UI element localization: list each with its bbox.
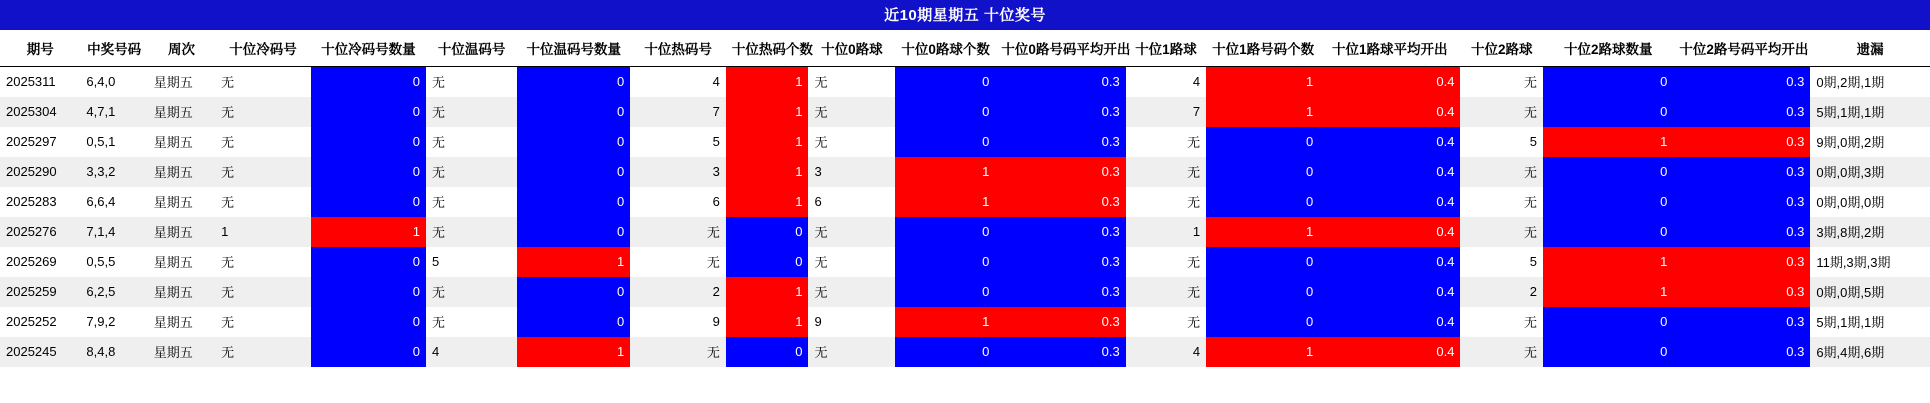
cell-cold-number: 无 <box>215 127 311 157</box>
col-header-hot-number: 十位热码号 <box>630 31 726 67</box>
cell-route1-count: 0 <box>1206 307 1319 337</box>
cell-warm-count: 1 <box>517 247 630 277</box>
cell-route0-ball: 无 <box>808 277 895 307</box>
cell-route0-count: 1 <box>895 307 995 337</box>
cell-route2-average: 0.3 <box>1673 67 1810 98</box>
table-row <box>0 217 1930 247</box>
cell-route1-ball: 无 <box>1126 127 1206 157</box>
table-row <box>0 187 1930 217</box>
cell-period: 2025311 <box>0 67 80 98</box>
cell-route0-average: 0.3 <box>995 187 1125 217</box>
cell-hot-number: 2 <box>630 277 726 307</box>
table-row <box>0 307 1930 337</box>
cell-route2-average: 0.3 <box>1673 157 1810 187</box>
cell-warm-count: 0 <box>517 187 630 217</box>
cell-period: 2025252 <box>0 307 80 337</box>
cell-route0-average: 0.3 <box>995 67 1125 98</box>
cell-hot-count: 1 <box>726 307 809 337</box>
cell-route1-average: 0.4 <box>1319 277 1460 307</box>
cell-route2-ball: 无 <box>1460 217 1543 247</box>
cell-warm-number: 无 <box>426 187 517 217</box>
cell-warm-number: 5 <box>426 247 517 277</box>
cell-route2-average: 0.3 <box>1673 277 1810 307</box>
cell-miss: 0期,0期,5期 <box>1810 277 1930 307</box>
cell-hot-count: 1 <box>726 157 809 187</box>
cell-warm-count: 1 <box>517 337 630 367</box>
table-row <box>0 277 1930 307</box>
cell-route0-ball: 无 <box>808 67 895 98</box>
cell-period: 2025259 <box>0 277 80 307</box>
cell-period: 2025304 <box>0 97 80 127</box>
cell-route0-average: 0.3 <box>995 97 1125 127</box>
cell-cold-count: 0 <box>311 247 426 277</box>
cell-route1-ball: 无 <box>1126 187 1206 217</box>
cell-hot-count: 0 <box>726 337 809 367</box>
table-row <box>0 247 1930 277</box>
cell-hot-count: 1 <box>726 187 809 217</box>
col-header-miss: 遗漏 <box>1810 31 1930 67</box>
cell-route1-ball: 无 <box>1126 307 1206 337</box>
cell-winning-numbers: 4,7,1 <box>80 97 147 127</box>
cell-period: 2025297 <box>0 127 80 157</box>
cell-cold-number: 无 <box>215 97 311 127</box>
cell-winning-numbers: 7,9,2 <box>80 307 147 337</box>
cell-route0-count: 0 <box>895 277 995 307</box>
cell-cold-number: 无 <box>215 247 311 277</box>
cell-hot-count: 0 <box>726 247 809 277</box>
cell-route2-average: 0.3 <box>1673 337 1810 367</box>
cell-route1-count: 0 <box>1206 247 1319 277</box>
table-row <box>0 157 1930 187</box>
col-header-route2-average: 十位2路号码平均开出 <box>1673 31 1810 67</box>
cell-cold-count: 0 <box>311 187 426 217</box>
cell-period: 2025283 <box>0 187 80 217</box>
cell-route0-ball: 无 <box>808 337 895 367</box>
cell-route1-ball: 无 <box>1126 277 1206 307</box>
col-header-route2-ball: 十位2路球 <box>1460 31 1543 67</box>
cell-winning-numbers: 0,5,5 <box>80 247 147 277</box>
cell-hot-count: 1 <box>726 97 809 127</box>
col-header-hot-count: 十位热码个数 <box>726 31 809 67</box>
cell-route1-average: 0.4 <box>1319 97 1460 127</box>
cell-warm-count: 0 <box>517 127 630 157</box>
cell-route1-average: 0.4 <box>1319 217 1460 247</box>
cell-warm-number: 无 <box>426 277 517 307</box>
cell-route0-average: 0.3 <box>995 127 1125 157</box>
cell-route2-average: 0.3 <box>1673 217 1810 247</box>
cell-period: 2025290 <box>0 157 80 187</box>
cell-period: 2025269 <box>0 247 80 277</box>
cell-warm-count: 0 <box>517 97 630 127</box>
cell-weekday: 星期五 <box>148 67 215 98</box>
col-header-cold-count: 十位冷码号数量 <box>311 31 426 67</box>
lottery-stats-table <box>0 31 1930 367</box>
cell-hot-count: 0 <box>726 217 809 247</box>
cell-route2-average: 0.3 <box>1673 307 1810 337</box>
cell-route1-average: 0.4 <box>1319 157 1460 187</box>
cell-miss: 0期,0期,0期 <box>1810 187 1930 217</box>
cell-hot-number: 9 <box>630 307 726 337</box>
cell-route1-average: 0.4 <box>1319 247 1460 277</box>
cell-winning-numbers: 8,4,8 <box>80 337 147 367</box>
cell-miss: 6期,4期,6期 <box>1810 337 1930 367</box>
cell-route2-count: 0 <box>1543 337 1673 367</box>
cell-route2-count: 0 <box>1543 67 1673 98</box>
cell-route0-average: 0.3 <box>995 307 1125 337</box>
cell-route1-count: 0 <box>1206 157 1319 187</box>
cell-weekday: 星期五 <box>148 187 215 217</box>
cell-miss: 0期,2期,1期 <box>1810 67 1930 98</box>
table-row <box>0 97 1930 127</box>
cell-route2-ball: 无 <box>1460 67 1543 98</box>
col-header-route0-count: 十位0路球个数 <box>895 31 995 67</box>
cell-route0-average: 0.3 <box>995 157 1125 187</box>
cell-warm-number: 4 <box>426 337 517 367</box>
cell-route1-ball: 无 <box>1126 247 1206 277</box>
cell-route2-average: 0.3 <box>1673 127 1810 157</box>
cell-route0-count: 0 <box>895 247 995 277</box>
cell-period: 2025276 <box>0 217 80 247</box>
cell-warm-number: 无 <box>426 157 517 187</box>
cell-route0-count: 0 <box>895 97 995 127</box>
cell-hot-count: 1 <box>726 127 809 157</box>
table-row <box>0 337 1930 367</box>
cell-weekday: 星期五 <box>148 217 215 247</box>
cell-weekday: 星期五 <box>148 127 215 157</box>
col-header-warm-number: 十位温码号 <box>426 31 517 67</box>
cell-hot-number: 3 <box>630 157 726 187</box>
cell-route1-ball: 4 <box>1126 337 1206 367</box>
cell-route0-average: 0.3 <box>995 277 1125 307</box>
cell-route0-ball: 无 <box>808 97 895 127</box>
cell-warm-count: 0 <box>517 307 630 337</box>
cell-cold-number: 无 <box>215 277 311 307</box>
cell-cold-count: 0 <box>311 127 426 157</box>
col-header-warm-count: 十位温码号数量 <box>517 31 630 67</box>
cell-miss: 11期,3期,3期 <box>1810 247 1930 277</box>
cell-route0-count: 0 <box>895 127 995 157</box>
cell-route2-ball: 无 <box>1460 157 1543 187</box>
cell-warm-number: 无 <box>426 67 517 98</box>
cell-cold-count: 0 <box>311 277 426 307</box>
cell-warm-count: 0 <box>517 277 630 307</box>
cell-route0-average: 0.3 <box>995 337 1125 367</box>
cell-route2-ball: 2 <box>1460 277 1543 307</box>
cell-miss: 3期,8期,2期 <box>1810 217 1930 247</box>
cell-route0-ball: 无 <box>808 247 895 277</box>
cell-weekday: 星期五 <box>148 157 215 187</box>
cell-winning-numbers: 7,1,4 <box>80 217 147 247</box>
cell-winning-numbers: 6,4,0 <box>80 67 147 98</box>
cell-hot-number: 5 <box>630 127 726 157</box>
cell-miss: 5期,1期,1期 <box>1810 97 1930 127</box>
cell-winning-numbers: 6,6,4 <box>80 187 147 217</box>
cell-route2-average: 0.3 <box>1673 97 1810 127</box>
col-header-route1-average: 十位1路球平均开出 <box>1319 31 1460 67</box>
cell-winning-numbers: 3,3,2 <box>80 157 147 187</box>
cell-route1-average: 0.4 <box>1319 187 1460 217</box>
cell-cold-number: 无 <box>215 337 311 367</box>
cell-route1-ball: 无 <box>1126 157 1206 187</box>
table-row <box>0 67 1930 98</box>
cell-miss: 5期,1期,1期 <box>1810 307 1930 337</box>
cell-route2-ball: 5 <box>1460 247 1543 277</box>
cell-route2-count: 0 <box>1543 187 1673 217</box>
cell-route0-count: 0 <box>895 67 995 98</box>
cell-hot-number: 无 <box>630 247 726 277</box>
cell-warm-count: 0 <box>517 217 630 247</box>
cell-route1-count: 0 <box>1206 127 1319 157</box>
cell-cold-number: 无 <box>215 67 311 98</box>
cell-route1-ball: 1 <box>1126 217 1206 247</box>
cell-route0-ball: 3 <box>808 157 895 187</box>
col-header-route1-ball: 十位1路球 <box>1126 31 1206 67</box>
cell-warm-count: 0 <box>517 157 630 187</box>
cell-weekday: 星期五 <box>148 337 215 367</box>
cell-route0-count: 0 <box>895 217 995 247</box>
cell-weekday: 星期五 <box>148 277 215 307</box>
cell-warm-number: 无 <box>426 217 517 247</box>
cell-weekday: 星期五 <box>148 247 215 277</box>
cell-route2-ball: 5 <box>1460 127 1543 157</box>
table-body <box>0 67 1930 368</box>
cell-route0-ball: 9 <box>808 307 895 337</box>
cell-weekday: 星期五 <box>148 307 215 337</box>
cell-warm-number: 无 <box>426 97 517 127</box>
col-header-route0-average: 十位0路号码平均开出 <box>995 31 1125 67</box>
cell-warm-count: 0 <box>517 67 630 98</box>
col-header-route2-count: 十位2路球数量 <box>1543 31 1673 67</box>
cell-route2-count: 1 <box>1543 127 1673 157</box>
cell-route0-average: 0.3 <box>995 217 1125 247</box>
cell-hot-count: 1 <box>726 67 809 98</box>
cell-cold-number: 无 <box>215 157 311 187</box>
col-header-cold-number: 十位冷码号 <box>215 31 311 67</box>
cell-hot-count: 1 <box>726 277 809 307</box>
cell-hot-number: 6 <box>630 187 726 217</box>
cell-hot-number: 无 <box>630 217 726 247</box>
cell-cold-count: 0 <box>311 97 426 127</box>
cell-route1-count: 1 <box>1206 67 1319 98</box>
cell-route2-average: 0.3 <box>1673 187 1810 217</box>
cell-route1-count: 0 <box>1206 277 1319 307</box>
cell-cold-number: 无 <box>215 307 311 337</box>
cell-hot-number: 7 <box>630 97 726 127</box>
cell-route1-count: 1 <box>1206 337 1319 367</box>
cell-route1-count: 0 <box>1206 187 1319 217</box>
cell-route0-ball: 无 <box>808 217 895 247</box>
cell-route1-count: 1 <box>1206 217 1319 247</box>
cell-cold-number: 无 <box>215 187 311 217</box>
cell-route1-average: 0.4 <box>1319 307 1460 337</box>
cell-winning-numbers: 6,2,5 <box>80 277 147 307</box>
cell-hot-number: 4 <box>630 67 726 98</box>
cell-route0-count: 0 <box>895 337 995 367</box>
col-header-route0-ball: 十位0路球 <box>808 31 895 67</box>
cell-cold-count: 0 <box>311 307 426 337</box>
cell-route2-ball: 无 <box>1460 187 1543 217</box>
cell-period: 2025245 <box>0 337 80 367</box>
cell-warm-number: 无 <box>426 307 517 337</box>
cell-warm-number: 无 <box>426 127 517 157</box>
col-header-winning-numbers: 中奖号码 <box>80 31 147 67</box>
cell-route2-average: 0.3 <box>1673 247 1810 277</box>
cell-route1-ball: 4 <box>1126 67 1206 98</box>
cell-route2-ball: 无 <box>1460 97 1543 127</box>
cell-route2-ball: 无 <box>1460 307 1543 337</box>
cell-route2-count: 0 <box>1543 97 1673 127</box>
cell-miss: 0期,0期,3期 <box>1810 157 1930 187</box>
table-header-row <box>0 31 1930 67</box>
col-header-period: 期号 <box>0 31 80 67</box>
cell-route0-ball: 无 <box>808 127 895 157</box>
cell-route2-ball: 无 <box>1460 337 1543 367</box>
cell-cold-count: 0 <box>311 67 426 98</box>
cell-route1-average: 0.4 <box>1319 67 1460 98</box>
cell-route2-count: 0 <box>1543 307 1673 337</box>
page-title: 近10期星期五 十位奖号 <box>0 0 1930 31</box>
cell-weekday: 星期五 <box>148 97 215 127</box>
cell-route2-count: 1 <box>1543 247 1673 277</box>
cell-route2-count: 0 <box>1543 217 1673 247</box>
cell-miss: 9期,0期,2期 <box>1810 127 1930 157</box>
cell-cold-count: 0 <box>311 337 426 367</box>
col-header-route1-count: 十位1路号码个数 <box>1206 31 1319 67</box>
table-row <box>0 127 1930 157</box>
cell-cold-number: 1 <box>215 217 311 247</box>
cell-route0-count: 1 <box>895 187 995 217</box>
cell-cold-count: 1 <box>311 217 426 247</box>
cell-route1-ball: 7 <box>1126 97 1206 127</box>
cell-cold-count: 0 <box>311 157 426 187</box>
cell-winning-numbers: 0,5,1 <box>80 127 147 157</box>
cell-route1-average: 0.4 <box>1319 127 1460 157</box>
cell-route1-count: 1 <box>1206 97 1319 127</box>
cell-route0-count: 1 <box>895 157 995 187</box>
cell-hot-number: 无 <box>630 337 726 367</box>
cell-route1-average: 0.4 <box>1319 337 1460 367</box>
cell-route2-count: 1 <box>1543 277 1673 307</box>
cell-route2-count: 0 <box>1543 157 1673 187</box>
cell-route0-ball: 6 <box>808 187 895 217</box>
col-header-weekday: 周次 <box>148 31 215 67</box>
cell-route0-average: 0.3 <box>995 247 1125 277</box>
